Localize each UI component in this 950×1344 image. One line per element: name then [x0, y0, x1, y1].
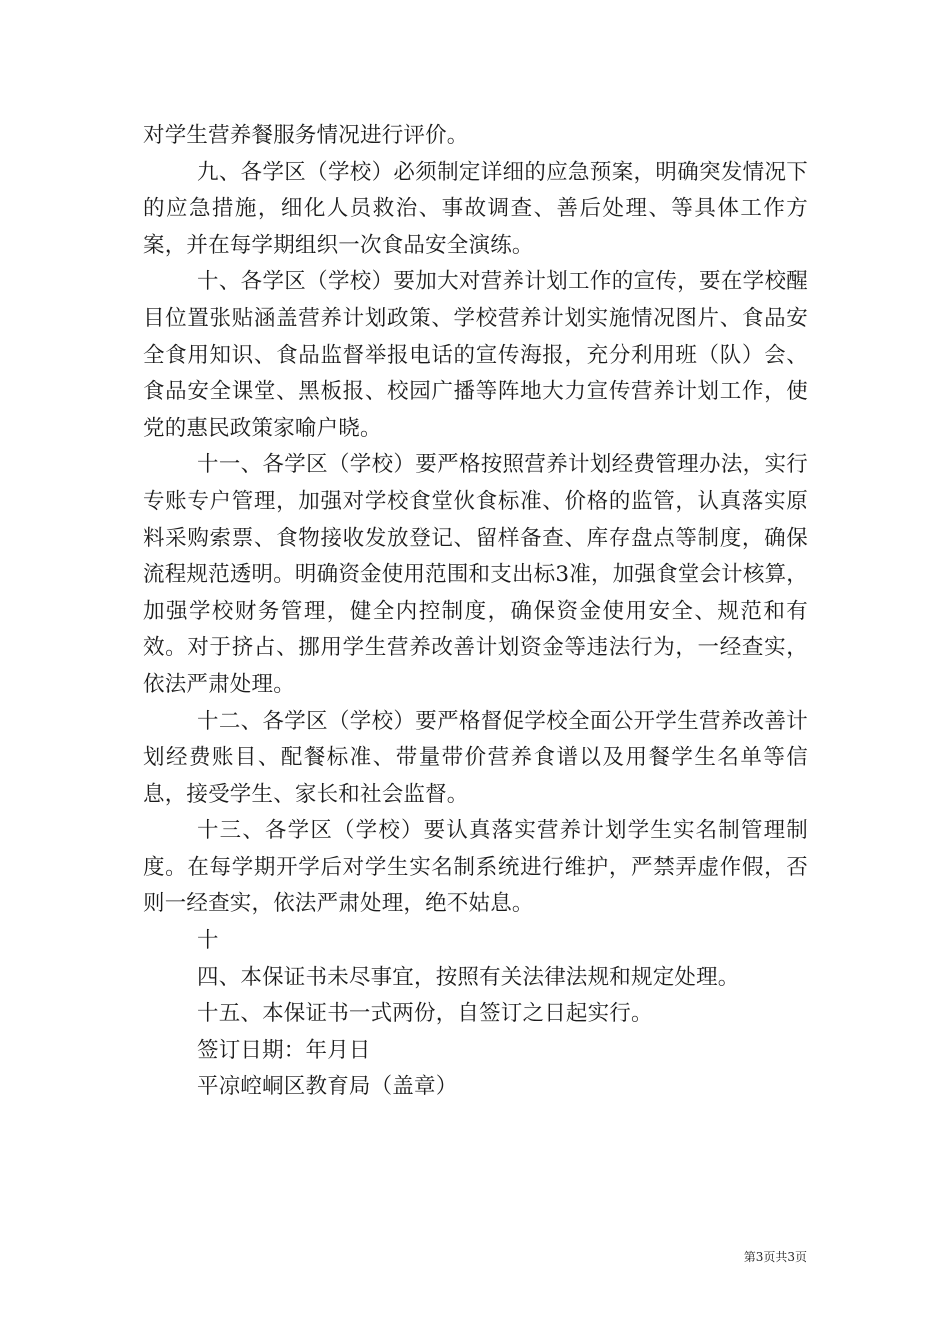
signatory-seal-line: 平凉崆峒区教育局（盖章） [197, 1074, 458, 1100]
document-body [143, 118, 808, 1106]
paragraph-item-12: 十二、各学区（学校）要严格督促学校全面公开学生营养改善计划经费账目、配餐标准、带量带价营养食谱以及用餐学生名单等信息，接受学生、家长和社会监督。 [143, 708, 808, 807]
paragraph-continuation: 对学生营养餐服务情况进行评价。 [143, 123, 469, 148]
signing-date: 签订日期：年月日 [197, 1037, 371, 1063]
paragraph-item-10: 十、各学区（学校）要加大对营养计划工作的宣传，要在学校醒目位置张贴涵盖营养计划政策、学校营养计划实施情况图片、食品安全食用知识、食品监督举报电话的宣传海报，充分利用班（队）会、食品安全课堂、黑板报、校园广播等阵地大力宣传营养计划工作，使党的惠民政策家喻户晓。 [143, 269, 808, 441]
paragraph-item-9: 九、各学区（学校）必须制定详细的应急预案，明确突发情况下的应急措施，细化人员救治、事故调查、善后处理、等具体工作方案，并在每学期组织一次食品安全演练。 [143, 159, 808, 258]
paragraph-item-11: 十一、各学区（学校）要严格按照营养计划经费管理办法，实行专账专户管理，加强对学校食堂伙食标准、价格的监管，认真落实原料采购索票、食物接收发放登记、留样备查、库存盘点等制度，确保流程规范透明。明确资金使用范围和支出标3准，加强食堂会计核算，加强学校财务管理，健全内控制度，确保资金使用安全、规范和有效。对于挤占、挪用学生营养改善计划资金等违法行为，一经查实，依法严肃处理。 [143, 452, 808, 697]
paragraph-item-13: 十三、各学区（学校）要认真落实营养计划学生实名制管理制度。在每学期开学后对学生实名制系统进行维护，严禁弄虚作假，否则一经查实，依法严肃处理，绝不姑息。 [143, 818, 808, 917]
paragraph-item-14-prefix: 十 [197, 928, 219, 954]
paragraph-item-14: 四、本保证书未尽事宜，按照有关法律法规和规定处理。 [197, 964, 740, 990]
paragraph-item-15: 十五、本保证书一式两份，自签订之日起实行。 [197, 1001, 653, 1027]
page-number-footer: 第3页共3页 [743, 1250, 807, 1264]
